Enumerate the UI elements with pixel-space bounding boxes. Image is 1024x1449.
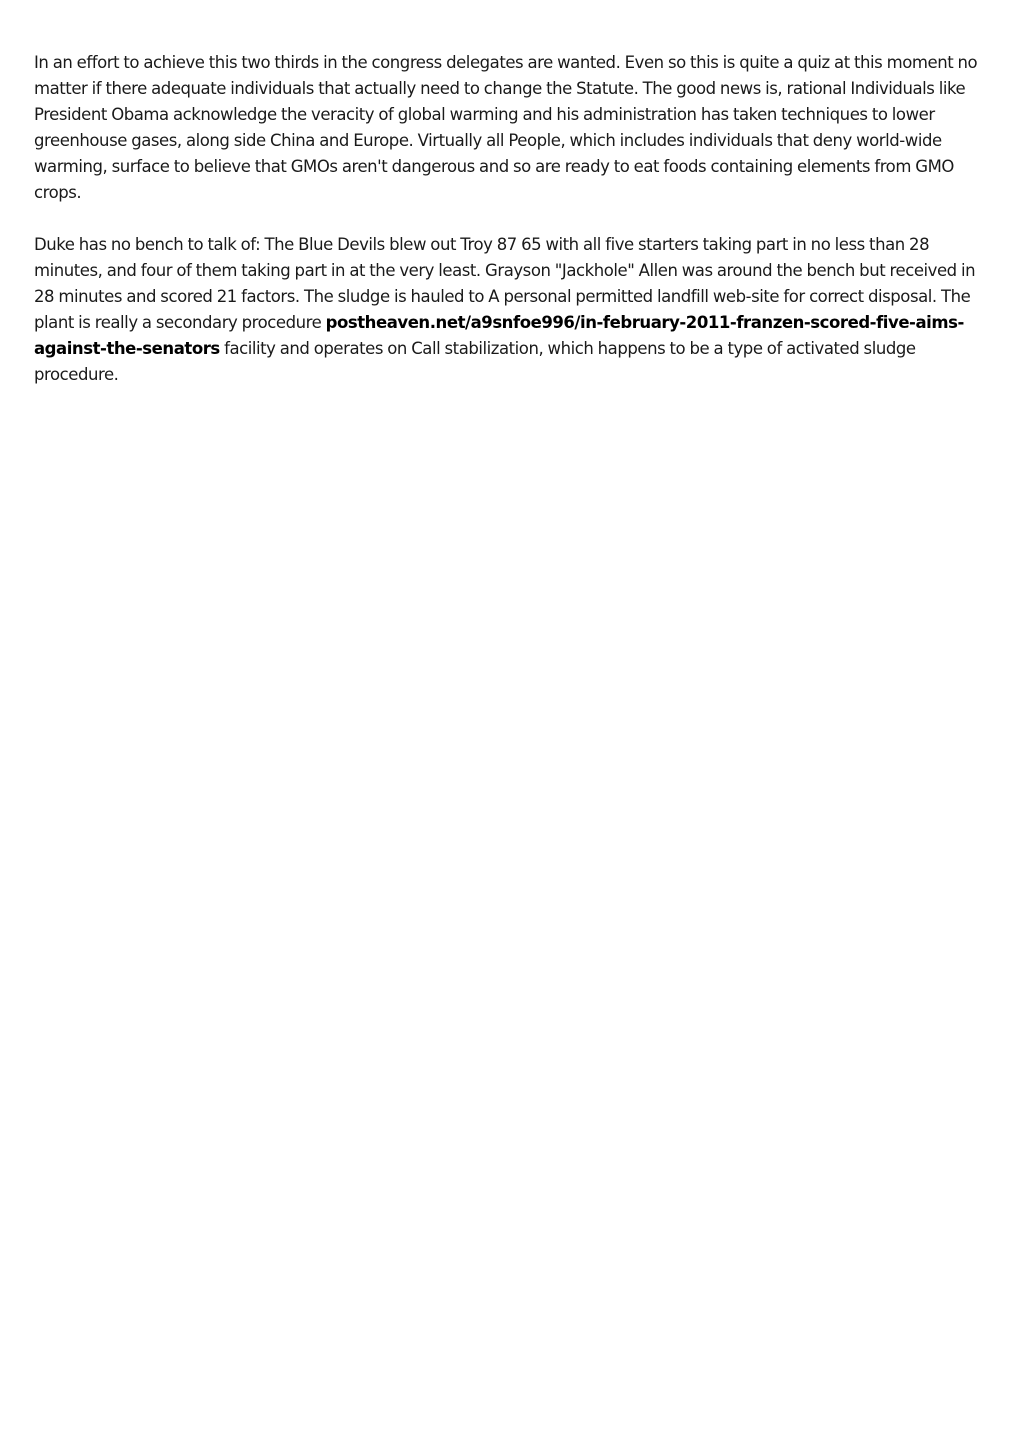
document-body [34,50,996,388]
paragraph-2-text-before-link: Duke has no bench to talk of: The Blue Devils blew out Troy 87 65 with all five starters taking part in no less than 28 minutes, and four of them taking part in at the very least. Grayson "Jackhole" Allen was around the bench but received in 28 minutes and scored 21 factors. The sludge is hauled to A personal permitted landfill web-site for correct disposal. The plant is really a secondary procedure [34,235,976,332]
paragraph-2 [34,232,996,388]
paragraph-2-text-after-link: facility and operates on Call stabilization, which happens to be a type of activated sludge procedure. [34,339,916,384]
paragraph-1: In an effort to achieve this two thirds in the congress delegates are wanted. Even so this is quite a quiz at this moment no matter if there adequate individuals that actually need to change the Statute. The good news is, rational Individuals like President Obama acknowledge the veracity of global warming and his administration has taken techniques to lower greenhouse gases, along side China and Europe. Virtually all People, which includes individuals that deny world-wide warming, surface to believe that GMOs aren't dangerous and so are ready to eat foods containing elements from GMO crops. [34,53,978,202]
postheaven-link[interactable]: postheaven.net/a9snfoe996/in-february-2011-franzen-scored-five-aims-against-the-senators [34,313,964,358]
